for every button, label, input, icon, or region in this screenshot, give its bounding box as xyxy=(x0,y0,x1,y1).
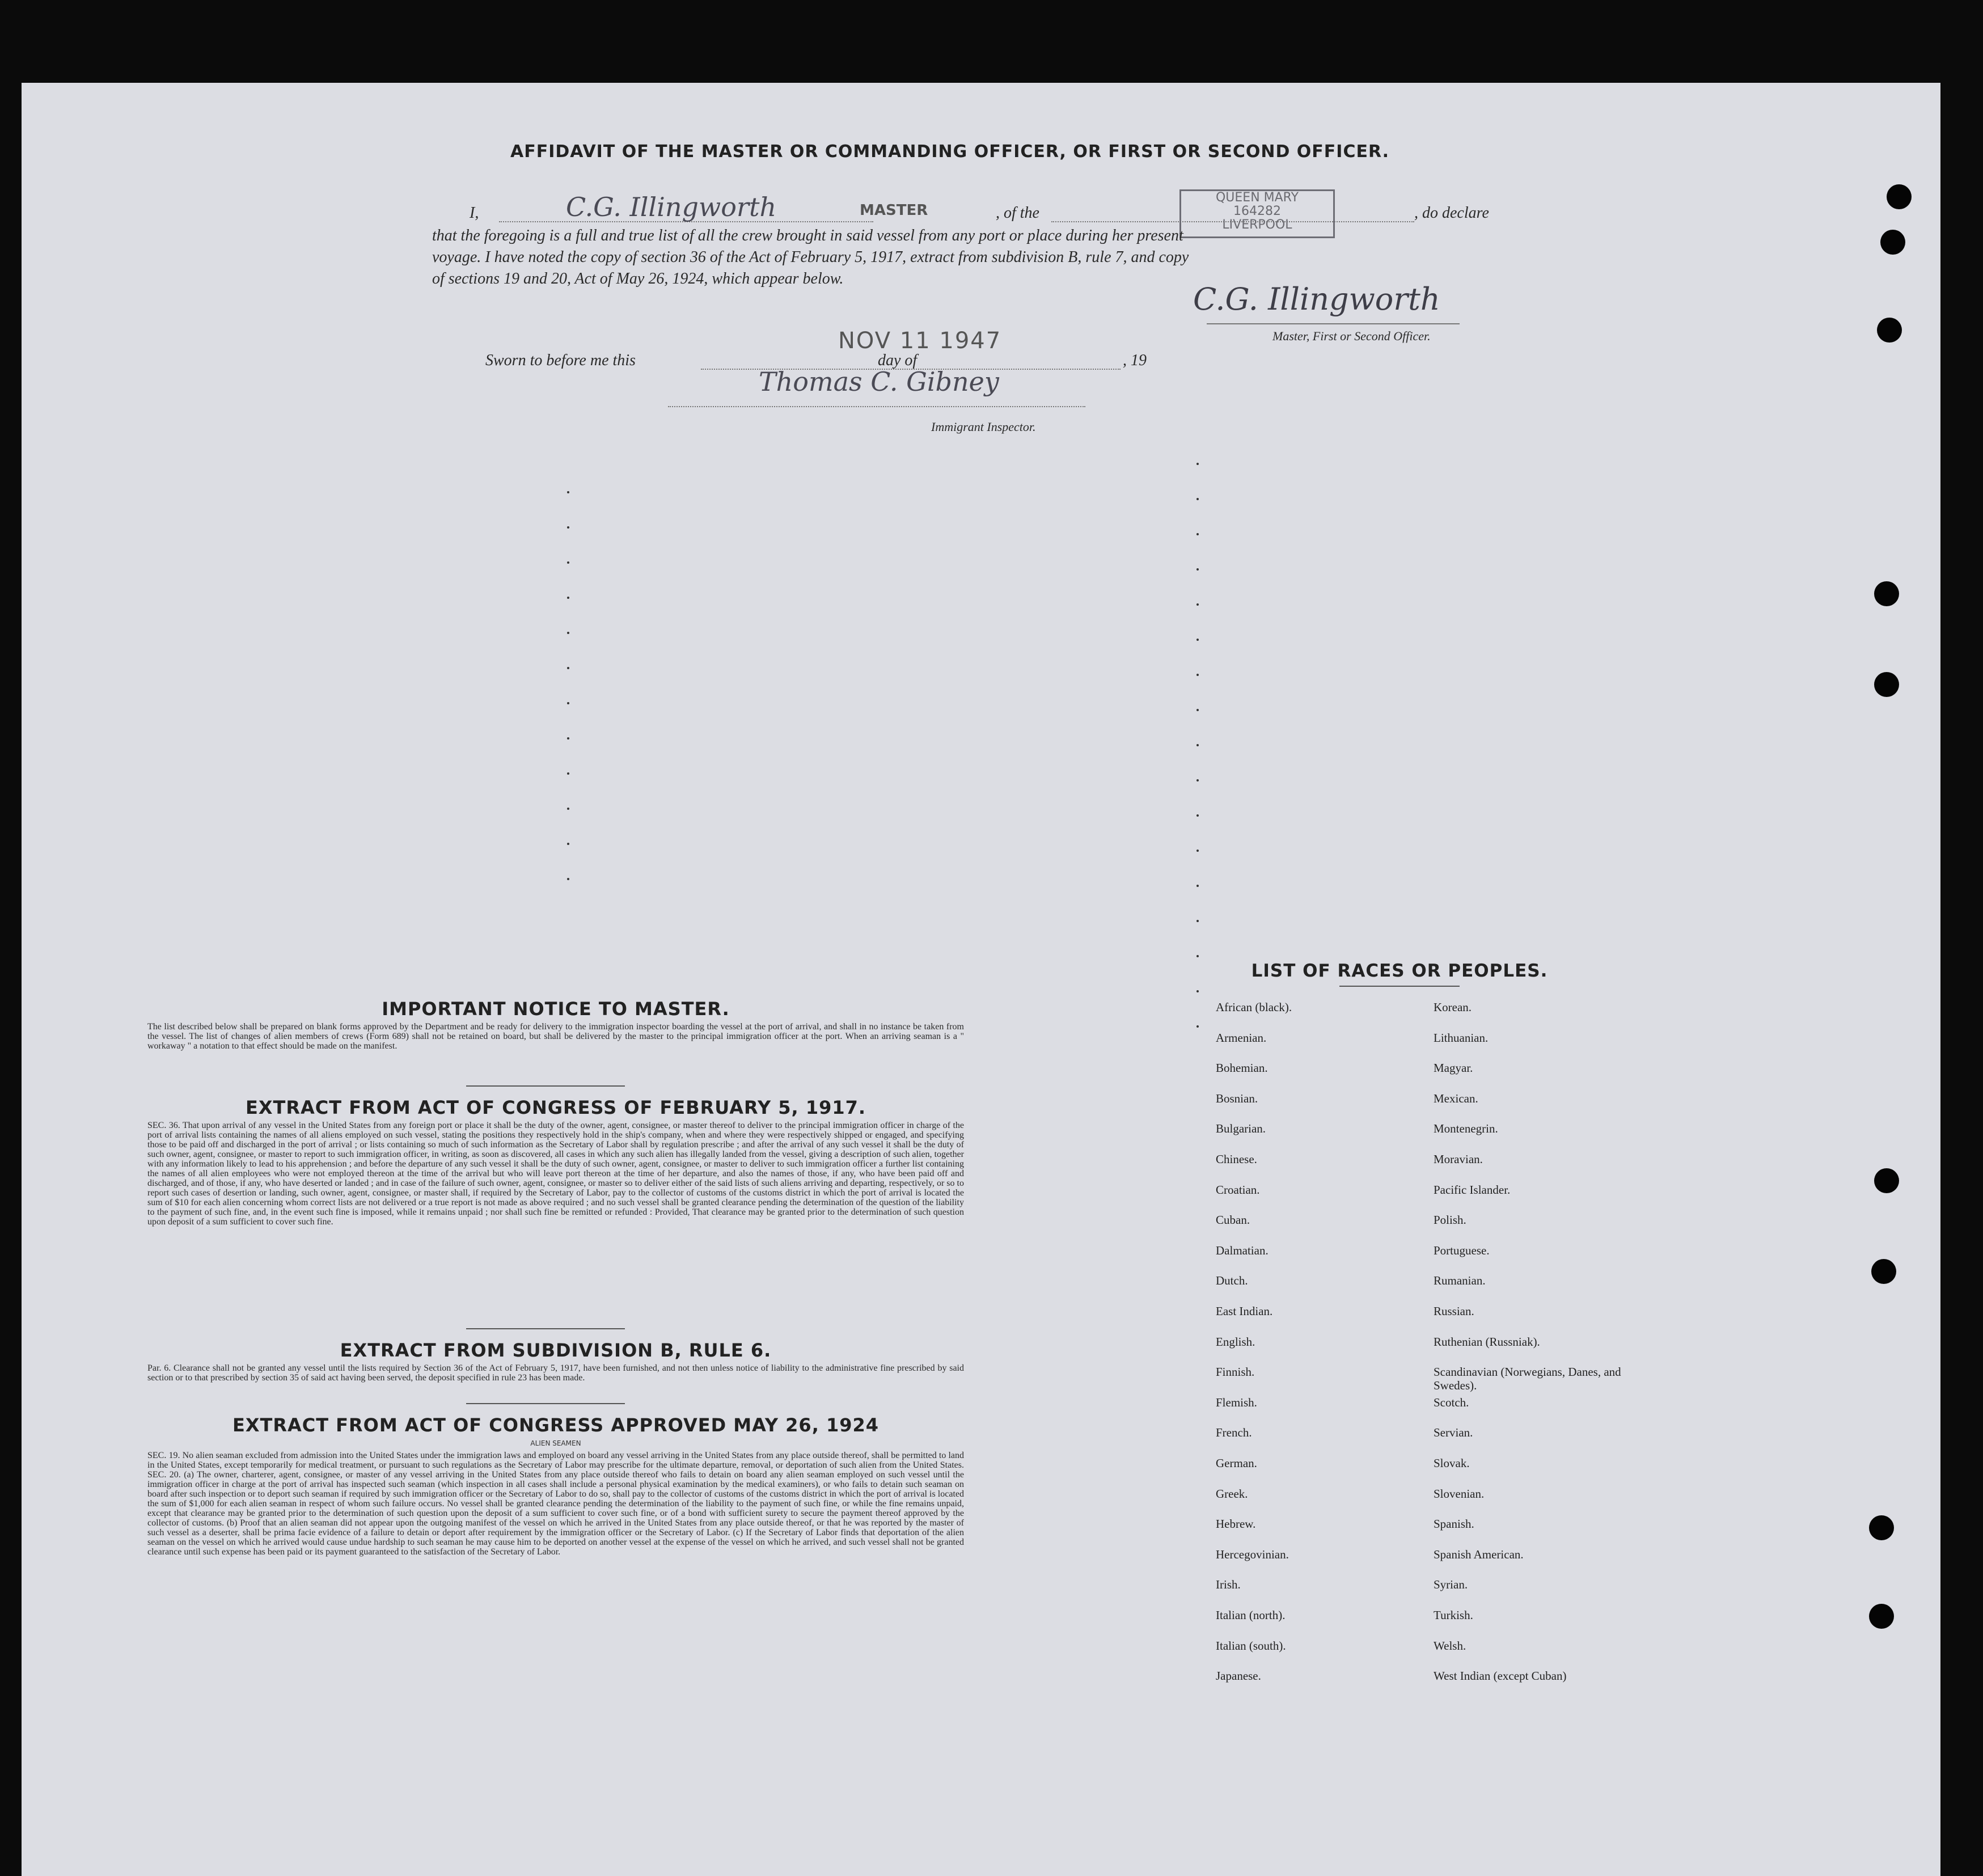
of-the-label: , of the xyxy=(996,204,1039,222)
punch-hole xyxy=(1874,672,1899,697)
race-item: Russian. xyxy=(1434,1304,1474,1318)
race-item: Bohemian. xyxy=(1216,1061,1268,1075)
race-item: Rumanian. xyxy=(1434,1274,1486,1288)
divider xyxy=(466,1085,625,1087)
race-item: German. xyxy=(1216,1456,1257,1470)
declaration-line-4: of sections 19 and 20, Act of May 26, 1924, which appear below. xyxy=(432,270,844,288)
day-of-label: day of xyxy=(878,352,917,369)
race-item: Scandinavian (Norwegians, Danes, and Swedes). xyxy=(1434,1365,1621,1393)
divider xyxy=(466,1328,625,1329)
race-item: Japanese. xyxy=(1216,1669,1261,1683)
extract-1917-heading: EXTRACT FROM ACT OF CONGRESS OF FEBRUARY 5, 1917. xyxy=(245,1097,866,1118)
master-name-handwritten: C.G. Illingworth xyxy=(566,192,777,222)
extract-1924-body: SEC. 19. No alien seaman excluded from admission into the United States under the immigration laws and employed on board any vessel arriving in the United States from any place outside thereof, shall be permitted to land in the United States, except temporarily for medical treatment, or pursuant to such regulations as the Secretary of Labor may prescribe for the ultimate departure, removal, or deportation of such alien from the United States. SEC. 20. (a) The owner, charterer, agent, consignee, or master of any vessel arriving in the United States from any place outside thereof who fails to detain on board any alien seaman employed on such vessel until the immigration officer in charge at the port of arrival has inspected such seaman (which inspection in all cases shall include a personal physical examination by the medical examiners), or who fails to detain such seaman on board after such inspection or to deport such seaman if required by such immigration officer or the Secretary of Labor to do so, shall pay to the collector of customs of the customs district in which the port of arrival is located the sum of $1,000 for each alien seaman in respect of whom such failure occurs. No vessel shall be granted clearance pending the determination of the liability to the payment of such fine, or while the fine remains unpaid, except that clearance may be granted prior to the determination of such question upon the deposit of a sum sufficient to cover such fine, or of a bond with sufficient surety to secure the payment thereof approved by the collector of customs. (b) Proof that an alien seaman did not appear upon the outgoing manifest of the vessel on which he arrived in the United States from any place outside thereof, or that he was reported by the master of such vessel as a deserter, shall be prima facie evidence of a failure to detain or deport after requirement by the immigration officer or the Secretary of Labor. (c) If the Secretary of Labor finds that deportation of the alien seaman on the vessel on which he arrived would cause undue hardship to such seaman he may cause him to be deported on another vessel at the expense of the vessel on which he arrived, and such vessel shall not be granted clearance until such expense has been paid or its payment guaranteed to the satisfaction of the Secretary of Labor. xyxy=(147,1451,964,1557)
race-item: Armenian. xyxy=(1216,1030,1267,1045)
extract-1924-subheading: ALIEN SEAMEN xyxy=(530,1439,581,1447)
extract-rule6-heading: EXTRACT FROM SUBDIVISION B, RULE 6. xyxy=(340,1340,772,1361)
race-item: Chinese. xyxy=(1216,1152,1257,1166)
notice-heading: IMPORTANT NOTICE TO MASTER. xyxy=(382,998,730,1020)
race-item: Portuguese. xyxy=(1434,1243,1490,1257)
inspector-line xyxy=(668,406,1085,407)
race-item: Irish. xyxy=(1216,1578,1241,1592)
race-item: Spanish American. xyxy=(1434,1547,1524,1561)
race-item: Bulgarian. xyxy=(1216,1122,1266,1136)
race-item: Hercegovinian. xyxy=(1216,1547,1289,1561)
master-signature: C.G. Illingworth xyxy=(1193,281,1440,317)
inspector-signature: Thomas C. Gibney xyxy=(759,366,999,397)
vessel-stamp-line: QUEEN MARY xyxy=(1215,191,1299,205)
vessel-stamp-line: LIVERPOOL xyxy=(1222,218,1292,232)
declaration-line-3: voyage. I have noted the copy of section 36 of the Act of February 5, 1917, extract from subdivision B, rule 7, and copy xyxy=(432,248,1189,266)
punch-hole xyxy=(1880,230,1905,255)
race-item: Spanish. xyxy=(1434,1517,1474,1531)
divider xyxy=(1339,986,1460,987)
race-item: Scotch. xyxy=(1434,1395,1469,1409)
race-item: Slovak. xyxy=(1434,1456,1470,1470)
race-item: Turkish. xyxy=(1434,1608,1473,1622)
notice-body: The list described below shall be prepared on blank forms approved by the Department and be ready for delivery to the immigration inspector boarding the vessel at the port of arrival, and shall in no instance be taken from the vessel. The list of changes of alien members of crews (Form 689) shall not be retained on board, but shall be delivered by the master to the principal immigration officer at the port. When an arriving seaman is a " workaway " a notation to that effect should be made on the manifest. xyxy=(147,1022,964,1051)
race-item: East Indian. xyxy=(1216,1304,1273,1318)
race-item: Italian (north). xyxy=(1216,1608,1286,1622)
divider xyxy=(466,1403,625,1404)
do-declare-label: , do declare xyxy=(1414,204,1489,222)
race-item: Welsh. xyxy=(1434,1638,1466,1653)
race-item: Montenegrin. xyxy=(1434,1122,1498,1136)
race-item: Dalmatian. xyxy=(1216,1243,1269,1257)
race-item: Korean. xyxy=(1434,1000,1472,1014)
race-item: West Indian (except Cuban) xyxy=(1434,1669,1567,1683)
year-label: , 19 xyxy=(1123,352,1147,369)
date-stamp: NOV 11 1947 xyxy=(838,328,1002,354)
race-item: Servian. xyxy=(1434,1426,1473,1440)
affidavit-title: AFFIDAVIT OF THE MASTER OR COMMANDING OFFICER, OR FIRST OR SECOND OFFICER. xyxy=(510,142,1390,162)
race-item: English. xyxy=(1216,1334,1255,1349)
race-item: Lithuanian. xyxy=(1434,1030,1489,1045)
race-item: Italian (south). xyxy=(1216,1638,1286,1653)
race-item: Magyar. xyxy=(1434,1061,1473,1075)
race-item: Dutch. xyxy=(1216,1274,1248,1288)
punch-hole xyxy=(1874,1168,1899,1193)
race-item: Moravian. xyxy=(1434,1152,1483,1166)
race-item: Greek. xyxy=(1216,1486,1248,1501)
race-item: Finnish. xyxy=(1216,1365,1255,1379)
i-label: I, xyxy=(470,204,479,222)
race-item: Flemish. xyxy=(1216,1395,1257,1409)
race-item: Ruthenian (Russniak). xyxy=(1434,1334,1540,1349)
dotted-guide xyxy=(567,491,570,913)
race-item: African (black). xyxy=(1216,1000,1292,1014)
punch-hole xyxy=(1869,1515,1894,1540)
signature-caption: Master, First or Second Officer. xyxy=(1272,329,1431,343)
race-item: Bosnian. xyxy=(1216,1091,1258,1105)
race-item: Slovenian. xyxy=(1434,1486,1485,1501)
punch-hole xyxy=(1871,1259,1896,1284)
extract-rule6-body: Par. 6. Clearance shall not be granted any vessel until the lists required by Section 36 of the Act of February 5, 1917, have been furnished, and not then unless notice of liability to the administrative fine prescribed by said section or to that prescribed by section 35 of said act having been served, the deposit specified in rule 23 has been made. xyxy=(147,1363,964,1383)
punch-hole xyxy=(1874,581,1899,606)
race-item: Hebrew. xyxy=(1216,1517,1256,1531)
inspector-caption: Immigrant Inspector. xyxy=(931,420,1036,434)
extract-1924-heading: EXTRACT FROM ACT OF CONGRESS APPROVED MAY 26, 1924 xyxy=(232,1414,880,1436)
declaration-line-2: that the foregoing is a full and true list of all the crew brought in said vessel from any port or place during her present xyxy=(432,227,1183,244)
punch-hole xyxy=(1887,184,1912,209)
race-item: Syrian. xyxy=(1434,1578,1468,1592)
race-item: Mexican. xyxy=(1434,1091,1478,1105)
punch-hole xyxy=(1877,318,1902,343)
signature-line xyxy=(1207,323,1460,324)
sworn-label: Sworn to before me this xyxy=(485,352,636,369)
race-item: French. xyxy=(1216,1426,1252,1440)
document-page xyxy=(22,83,1940,1876)
race-item: Croatian. xyxy=(1216,1182,1260,1197)
vessel-stamp-line: 164282 xyxy=(1233,204,1281,218)
rank-stamp: MASTER xyxy=(860,202,928,219)
punch-hole xyxy=(1869,1604,1894,1629)
races-heading: LIST OF RACES OR PEOPLES. xyxy=(1251,961,1548,981)
race-item: Cuban. xyxy=(1216,1213,1250,1227)
race-item: Polish. xyxy=(1434,1213,1466,1227)
extract-1917-body: SEC. 36. That upon arrival of any vessel in the United States from any foreign port or place it shall be the duty of the owner, agent, consignee, or master thereof to deliver to the principal immigration officer in charge of the port of arrival lists containing the names of all aliens employed on such vessel, stating the positions they respectively hold in the ship's company, when and where they were respectively shipped or engaged, and specifying those to be paid off and discharged in the port of arrival ; or lists containing so much of such information as the Secretary of Labor shall by regulation prescribe ; and after the arrival of any such vessel it shall be the duty of such owner, agent, consignee, or master to report to such immigration officer, in writing, as soon as discovered, all cases in which any such alien has illegally landed from the vessel, giving a description of such alien, together with any information likely to lead to his apprehension ; and before the departure of any such vessel it shall be the duty of such owner, agent, consignee, or master to deliver to such immigration officer a further list containing the names of all alien employees who were not employed thereon at the time of the arrival but who will leave port thereon at the time of her departure, and also the names of those, if any, who have been paid off and discharged, and of those, if any, who have deserted or landed ; and in case of the failure of such owner, agent, consignee, or master so to deliver either of the said lists of such aliens arriving and departing, respectively, or so to report such cases of desertion or landing, such owner, agent, consignee, or master shall, if required by the Secretary of Labor, pay to the collector of customs of the customs district in which the port of arrival is located the sum of $10 for each alien concerning whom correct lists are not delivered or a true report is not made as above required ; and no such vessel shall be granted clearance pending the determination of the question of the liability to the payment of such fine, and, in the event such fine is imposed, while it remains unpaid ; nor shall such fine be remitted or refunded : Provided, That clearance may be granted prior to the determination of such question upon deposit of a sum sufficient to cover such fine. xyxy=(147,1121,964,1227)
race-item: Pacific Islander. xyxy=(1434,1182,1511,1197)
